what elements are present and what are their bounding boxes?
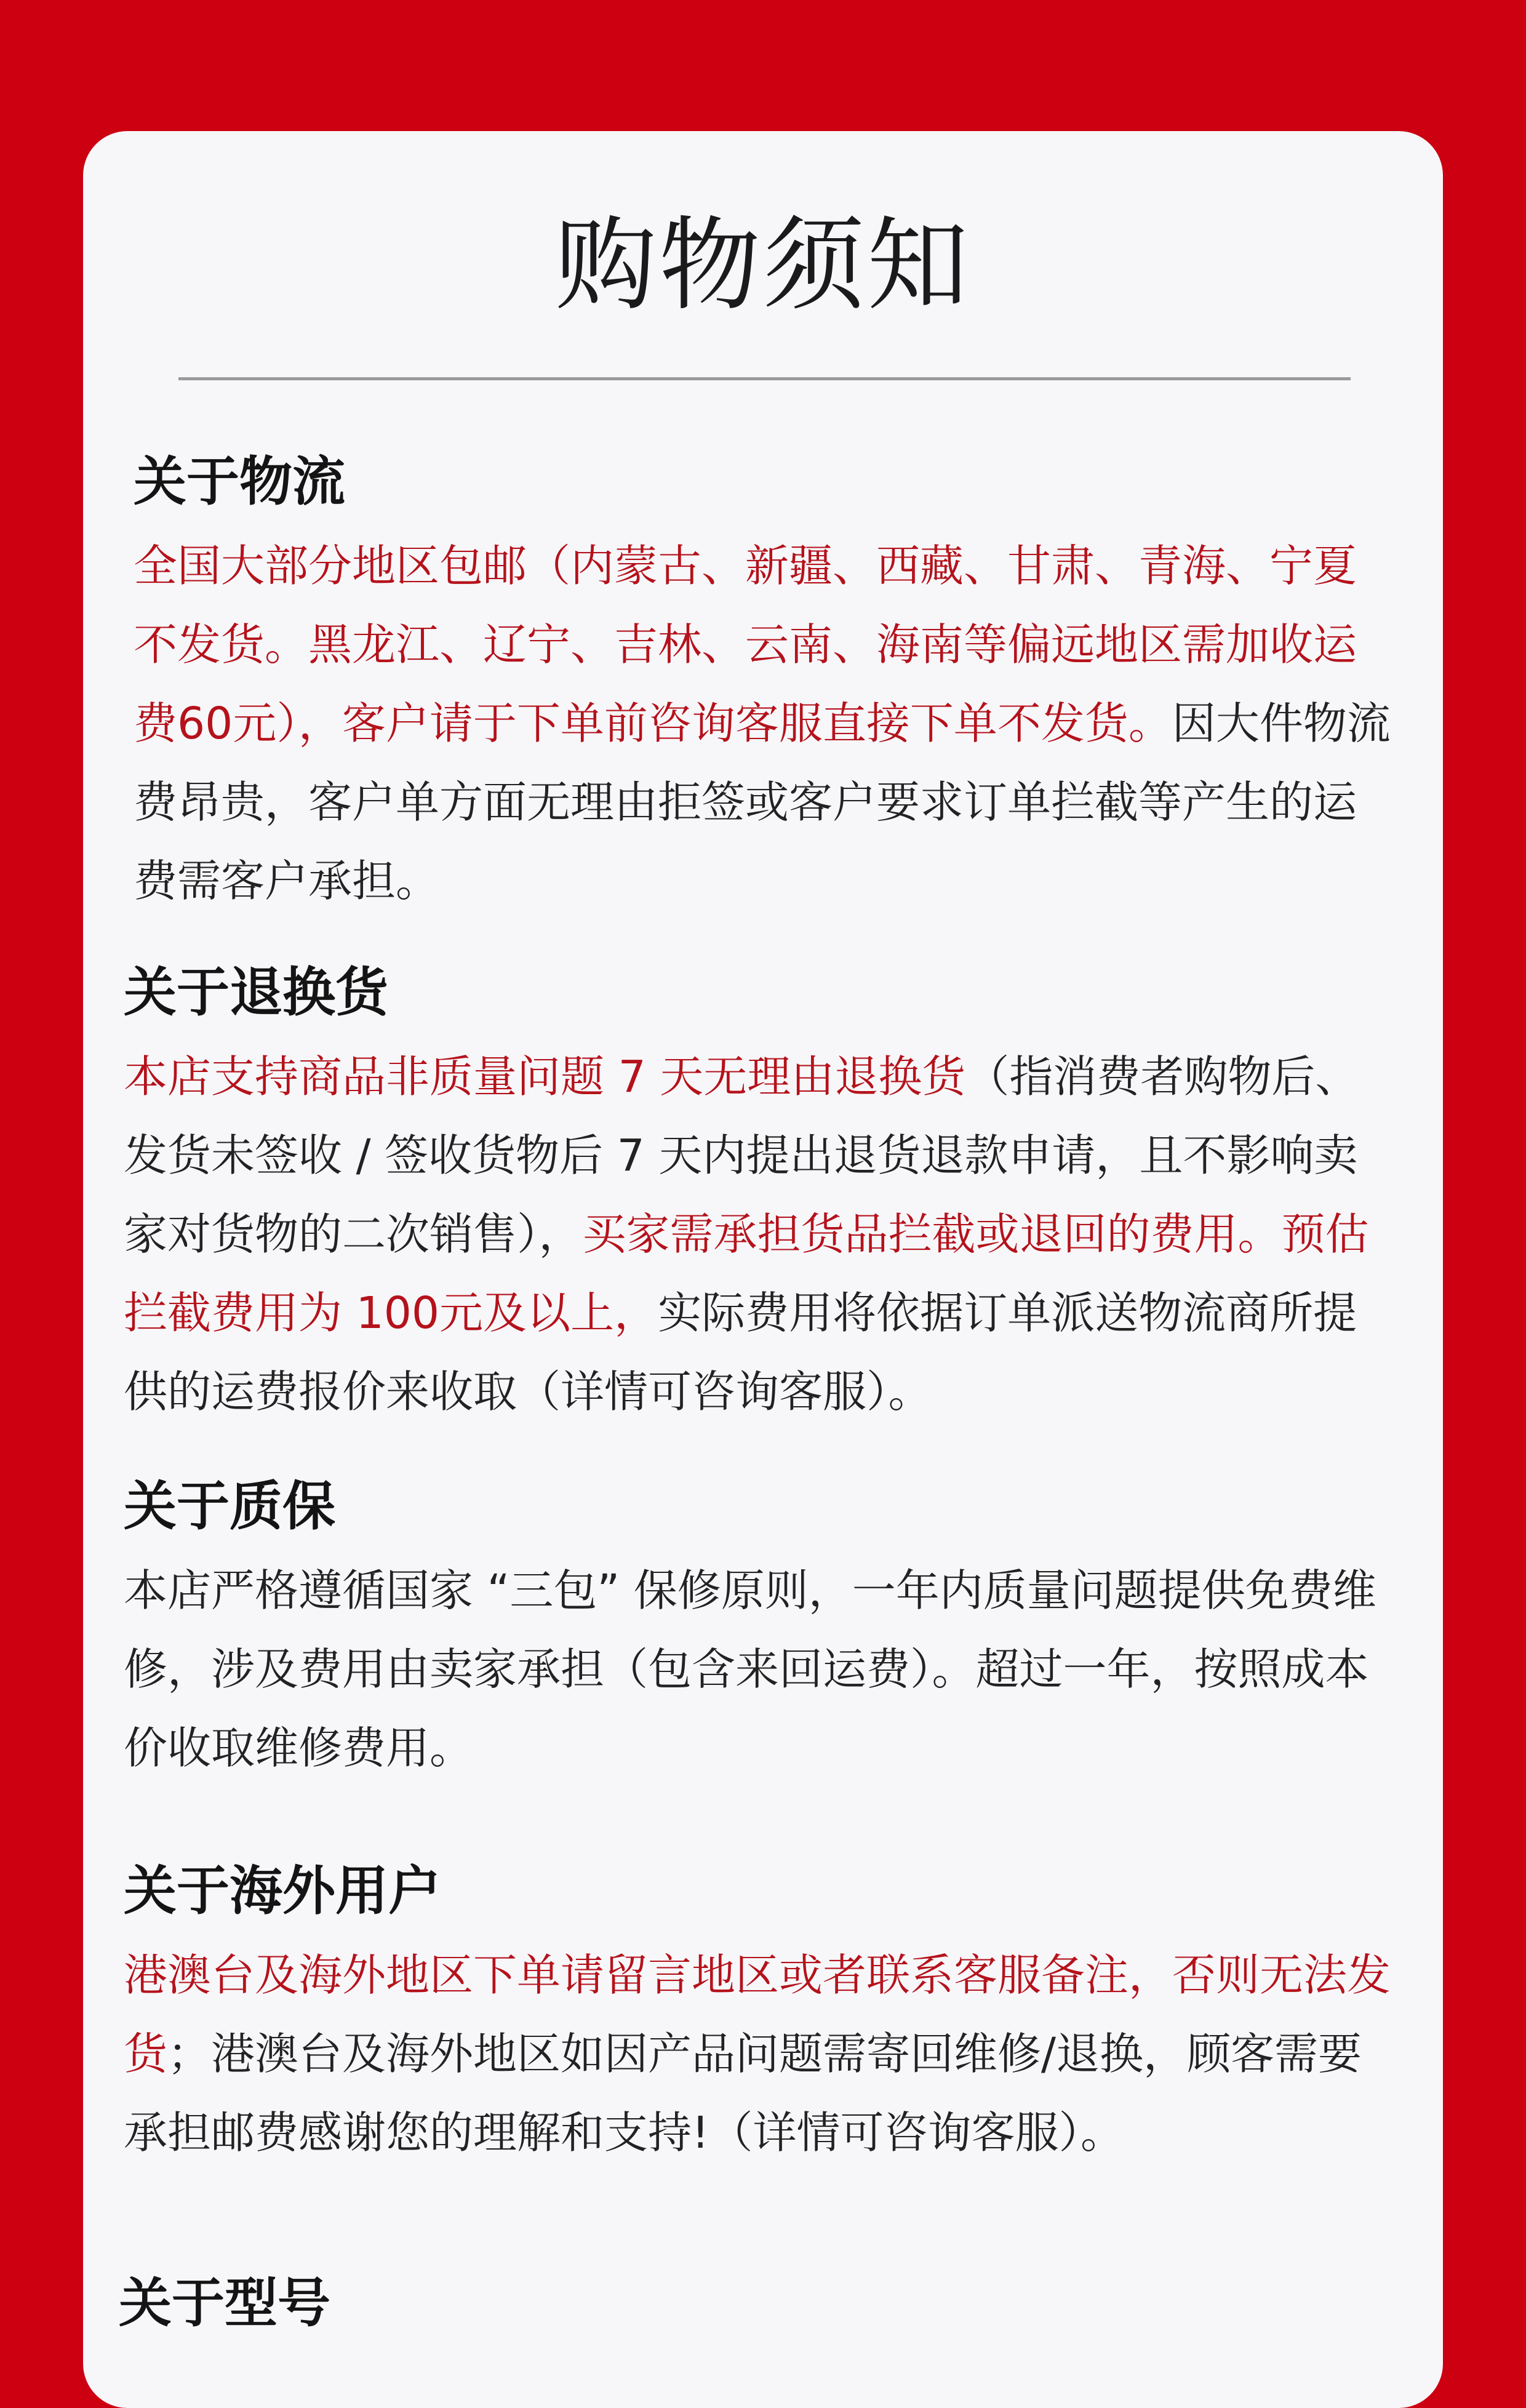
section-overseas [124,1857,1400,2172]
section-returns [124,959,1400,1431]
section-heading-logistics: 关于物流 [134,451,345,513]
logistics-black-text: 因大件物流费昂贵，客户单方面无理由拒签或客户要求订单拦截等产生的运费需客户承担。 [134,698,1391,906]
section-logistics [134,448,1400,921]
section-body-overseas [124,1936,1400,2172]
section-heading-model: 关于型号 [119,2273,330,2334]
page-title: 购物须知 [555,206,971,324]
section-heading-warranty: 关于质保 [124,1476,335,1537]
notice-card [83,131,1443,2408]
returns-black-text-2: 实际费用将依据订单派送物流商所提供的运费报价来收取（详情可咨询客服）。 [124,1287,1357,1417]
section-body-warranty [124,1551,1400,1788]
section-warranty [124,1473,1400,1788]
returns-black-text-1: （指消费者购物后、发货未签收 / 签收货物后 7 天内提出退货退款申请，且不影响卖家对货物的二次销售）， [124,1051,1359,1260]
title-divider [178,377,1351,380]
section-body-logistics [134,527,1400,921]
section-heading-returns: 关于退换货 [124,962,388,1023]
section-heading-overseas: 关于海外用户 [124,1860,441,1922]
section-body-returns [124,1038,1400,1431]
returns-red-text-2: 买家需承担货品拦截或退回的费用。预估拦截费用为 100元及以上， [124,1209,1369,1338]
section-model [119,2270,1400,2337]
logistics-red-text: 全国大部分地区包邮（内蒙古、新疆、西藏、甘肃、青海、宁夏不发货。黑龙江、辽宁、吉林、云南、海南等偏远地区需加收运费60元），客户请于下单前咨询客服直接下单不发货。 [134,540,1357,749]
warranty-text: 本店严格遵循国家 “三包” 保修原则，一年内质量问题提供免费维修，涉及费用由卖家承担（包含来回运费）。超过一年，按照成本价收取维修费用。 [124,1565,1376,1774]
returns-red-text-1: 本店支持商品非质量问题 7 天无理由退换货 [124,1051,966,1102]
overseas-black-text: ；港澳台及海外地区如因产品问题需寄回维修/退换，顾客需要承担邮费感谢您的理解和支持!（详情可咨询客服）。 [124,2028,1362,2158]
overseas-red-text: 港澳台及海外地区下单请留言地区或者联系客服备注，否则无法发货 [124,1950,1391,2079]
